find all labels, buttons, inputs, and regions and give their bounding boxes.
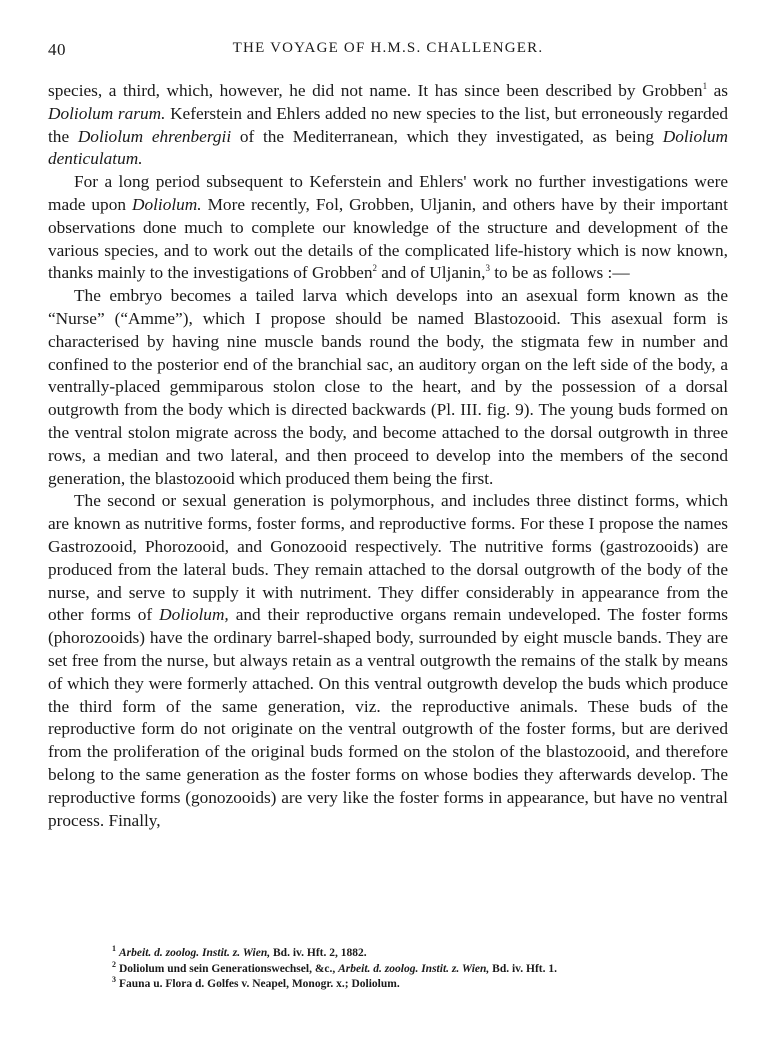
text-span: as [707, 81, 728, 100]
taxon-name: Doliolum ehrenbergii [77, 126, 232, 146]
footnote-ref-3: 3 [485, 263, 490, 274]
footnote-1 [112, 946, 728, 962]
footnote-3 [112, 977, 728, 993]
footnote-ref-1: 1 [702, 81, 708, 92]
paragraph-3 [48, 285, 728, 490]
citation-detail: Fauna u. Flora d. Golfes v. Neapel, Monogr. x.; Doliolum. [119, 978, 400, 990]
text-span: species, a third, which, however, he did not name. It has since been described by Grobben [48, 81, 703, 100]
footnotes [112, 946, 728, 993]
footnote-2 [112, 959, 728, 978]
citation-detail: Bd. iv. Hft. 2, 1882. [270, 947, 367, 959]
taxon-name: Doliolum, [159, 605, 229, 625]
footnote-mark: 1 [112, 944, 116, 954]
footnote-mark: 3 [112, 975, 116, 985]
taxon-name: Doliolum rarum. [48, 103, 166, 123]
citation-detail: Bd. iv. Hft. 1. [489, 962, 558, 975]
citation-title: Arbeit. d. zoolog. Instit. z. Wien, [119, 947, 271, 959]
paragraph-4 [48, 490, 728, 832]
citation-title: Arbeit. d. zoolog. Instit. z. Wien, [338, 962, 490, 975]
taxon-name: Doliolum. [131, 194, 202, 214]
paragraph-1 [48, 80, 728, 171]
running-title: THE VOYAGE OF H.M.S. CHALLENGER. [232, 40, 544, 56]
taxon-name: Doliolum denticulatum. [48, 126, 729, 169]
paragraph-2 [48, 171, 728, 285]
citation-work: Doliolum und sein Generationswechsel, &c., [119, 962, 339, 975]
page-number: 40 [48, 40, 66, 59]
text-span: The second or sexual generation is polymorphous, and includes three distinct forms, which are known as nutritive forms, foster forms, and reproductive forms. For these I propose the names Gastrozooid, Phorozooid, and Gonozooid respectively. The nutritive forms (gastrozooids) are produced from the lateral buds. They remain attached to the dorsal outgrowth of the body of the nurse, and serve to supply it with nutriment. They differ considerably in appearance from the other forms of [48, 491, 728, 625]
text-span: to be as follows :— [489, 263, 630, 283]
text-span: and of Uljanin, [376, 263, 486, 283]
text-span: of the Mediterranean, which they investigated, as being [231, 126, 663, 146]
body-text [48, 80, 728, 832]
footnote-ref-2: 2 [372, 263, 377, 274]
text-span: Keferstein and Ehlers added no new species to the list, but erroneously regarded the [48, 103, 729, 146]
page-header [48, 40, 728, 62]
footnote-mark: 2 [112, 959, 116, 969]
text-span: For a long period subsequent to Keferstein and Ehlers' work no further investigations were made upon [48, 172, 728, 214]
text-span: and their reproductive organs remain undeveloped. The foster forms (phorozooids) have the ordinary barrel-shaped body, surrounded by eight muscle bands. They are set free from the nurse, but always retain as a ventral outgrowth the remains of the stalk by means of which they were formerly attached. On this ventral outgrowth develop the buds which produce the third form of the same generation, viz. the reproductive animals. These buds of the reproductive form do not originate on the ventral outgrowth of the foster forms, but are derived from the proliferation of the original buds formed on the stolon of the blastozooid, and therefore belong to the same generation as the foster forms on whose bodies they afterwards develop. The reproductive forms (gonozooids) are very like the foster forms in appearance, but have no ventral process. Finally, [48, 605, 729, 830]
text-span: The embryo becomes a tailed larva which develops into an asexual form known as the “Nurse” (“Amme”), which I propose should be named Blastozooid. This asexual form is characterised by having nine muscle bands round the body, the stigmata few in number and confined to the posterior end of the branchial sac, an auditory organ on the left side of the body, a ventrally-placed gemmiparous stolon close to the heart, and by the possession of a dorsal outgrowth from the body which is directed backwards (Pl. III. fig. 9). The young buds formed on the ventral stolon migrate across the body, and become attached to the dorsal outgrowth in three rows, a median and two lateral, and then proceed to develop into the members of the second generation, the blastozooid which produced them being the first. [48, 286, 728, 488]
text-span: More recently, Fol, Grobben, Uljanin, and others have by their important observations done much to complete our knowledge of the structure and development of the various species, and to work out the details of the complicated life-history which is now known, thanks mainly to the investigations of Grobben [48, 194, 728, 283]
